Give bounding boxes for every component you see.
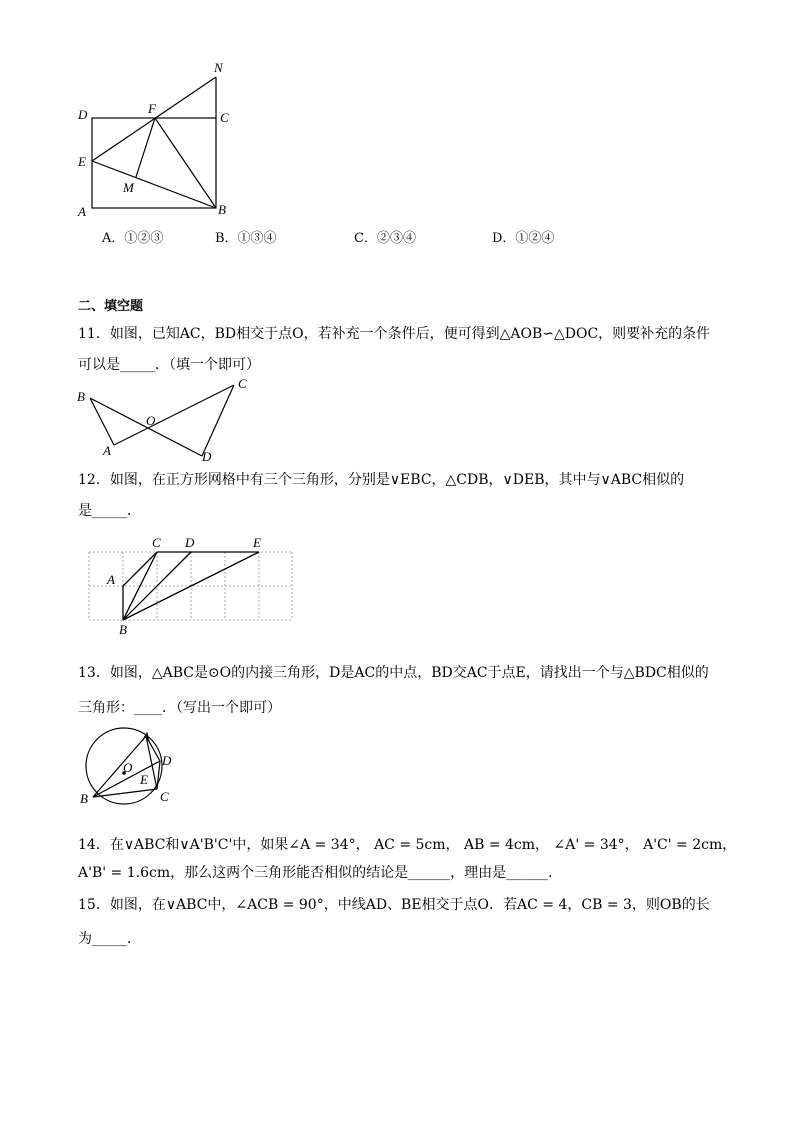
section-title: 二、填空题 bbox=[78, 299, 144, 314]
q15-line1: 15．如图，在∨ABC中，∠ACB = 90°，中线AD、BE相交于点O．若AC = 4，CB = 3，则OB的长 bbox=[78, 897, 710, 913]
label-f: F bbox=[148, 101, 156, 116]
q13-label-o: O bbox=[123, 760, 133, 775]
q12-label-d: D bbox=[185, 535, 195, 550]
q15-line2: 为_____． bbox=[78, 931, 141, 947]
label-e: E bbox=[78, 154, 86, 169]
label-m: M bbox=[123, 180, 134, 195]
q12-line2: 是_____． bbox=[78, 503, 141, 519]
q11-label-a: A bbox=[103, 443, 111, 458]
q11-label-c: C bbox=[238, 376, 247, 391]
q13-label-d: D bbox=[162, 753, 172, 768]
choice-d[interactable]: D．①②④ bbox=[492, 231, 555, 246]
label-n: N bbox=[214, 60, 223, 75]
label-d: D bbox=[78, 107, 88, 122]
q12-label-e: E bbox=[253, 535, 261, 550]
q13-label-c: C bbox=[160, 789, 169, 804]
q12-label-c: C bbox=[152, 535, 161, 550]
q14-line1: 14．在∨ABC和∨A'B'C'中，如果∠A = 34°， AC = 5cm， AB = 4cm， ∠A' = 34°， A'C' = 2cm， bbox=[78, 837, 737, 853]
q13-line1: 13．如图，△ABC是⊙O的内接三角形，D是AC的中点，BD交AC于点E，请找出一个与△BDC相似的 bbox=[78, 665, 709, 681]
q13-label-a: A bbox=[142, 729, 150, 744]
q11-label-d: D bbox=[202, 449, 212, 464]
q11-line1: 11．如图，已知AC，BD相交于点O，若补充一个条件后，便可得到△AOB∽△DOC，则要补充的条件 bbox=[78, 326, 711, 342]
q14-line2: A'B' = 1.6cm，那么这两个三角形能否相似的结论是______，理由是______． bbox=[78, 865, 563, 881]
label-b: B bbox=[218, 202, 226, 217]
q12-label-a: A bbox=[107, 572, 115, 587]
label-a: A bbox=[78, 204, 86, 219]
q12-label-b: B bbox=[119, 622, 127, 637]
q12-line1: 12．如图，在正方形网格中有三个三角形，分别是∨EBC，△CDB，∨DEB，其中与∨ABC相似的 bbox=[78, 472, 685, 488]
choice-b[interactable]: B．①③④ bbox=[215, 231, 277, 246]
q11-label-o: O bbox=[146, 413, 156, 428]
q11-line2: 可以是_____．（填一个即可） bbox=[78, 357, 260, 373]
q13-label-b: B bbox=[80, 791, 88, 806]
choice-c[interactable]: C．②③④ bbox=[354, 231, 416, 246]
label-c: C bbox=[220, 110, 229, 125]
choice-a[interactable]: A．①②③ bbox=[102, 231, 164, 246]
q11-label-b: B bbox=[77, 389, 85, 404]
q13-label-e: E bbox=[140, 772, 148, 787]
q13-line2: 三角形：____．（写出一个即可） bbox=[78, 700, 281, 716]
